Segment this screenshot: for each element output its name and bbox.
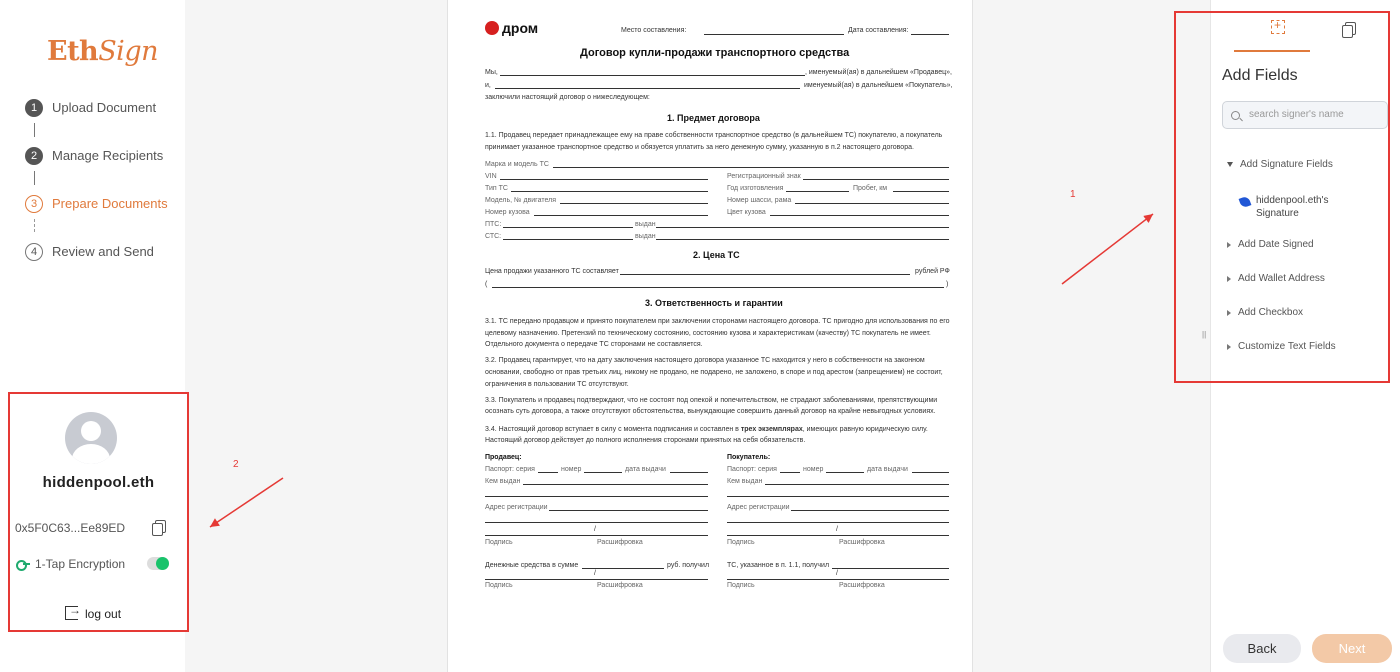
logo-text: Eth xyxy=(47,36,99,67)
doc-text: заключили настоящий договор о нижеследующем: xyxy=(485,94,650,101)
doc-text: 3.2. Продавец гарантирует, что на дату заключения настоящего договора указанное ТС находится у него в собственности на законном xyxy=(485,357,925,364)
field-label: Расшифровка xyxy=(597,582,643,589)
field-label: Регистрационный знак xyxy=(727,173,801,180)
resize-handle-icon[interactable]: || xyxy=(1202,330,1207,339)
doc-text: ) xyxy=(946,281,949,288)
doc-text: ТС, указанное в п. 1.1, получил xyxy=(727,562,830,569)
buyer-heading: Покупатель: xyxy=(727,454,771,461)
section-heading: 2. Цена ТС xyxy=(693,250,740,260)
annotation-label: 2 xyxy=(233,459,239,470)
field-label: выдан xyxy=(635,221,656,228)
doc-text: / xyxy=(836,526,838,533)
doc-text: Мы, xyxy=(485,69,498,76)
section-heading: 1. Предмет договора xyxy=(667,113,760,123)
doc-text: / xyxy=(594,526,596,533)
doc-text: / xyxy=(594,570,596,577)
field-label: Расшифровка xyxy=(839,582,885,589)
step-number: 3 xyxy=(25,195,43,213)
profile-name: hiddenpool.eth xyxy=(42,474,155,491)
field-label: Номер кузова xyxy=(485,209,530,216)
field-label: номер xyxy=(561,466,582,473)
doc-text: ограничения в пользовании ТС отсутствуют. xyxy=(485,381,629,388)
field-label: Расшифровка xyxy=(597,539,643,546)
logout-button[interactable]: log out xyxy=(85,607,122,621)
doc-text: Отдельного документа о передаче ТС сторонами не составляется. xyxy=(485,341,703,348)
logo-script: Sign xyxy=(98,36,158,67)
field-label: дата выдачи xyxy=(867,466,908,473)
doc-text: Настоящий договор действует до полного исполнения сторонами принятых на себя обязательств. xyxy=(485,437,806,444)
annotation-arrow-2 xyxy=(210,478,283,527)
doc-title: Договор купли-продажи транспортного средства xyxy=(580,47,850,59)
step-number: 4 xyxy=(25,243,43,261)
step-number: 2 xyxy=(25,147,43,165)
doc-text: руб. получил xyxy=(667,562,710,569)
field-label: Паспорт: серия xyxy=(727,466,777,473)
field-label: Адрес регистрации xyxy=(485,504,548,511)
seller-heading: Продавец: xyxy=(485,454,522,461)
field-label: VIN xyxy=(485,173,497,180)
doc-text: рублей РФ xyxy=(915,268,950,275)
doc-text: и, xyxy=(485,82,491,89)
field-label: Подпись xyxy=(485,539,513,546)
date-label: Дата составления: xyxy=(848,27,909,34)
field-label: Кем выдан xyxy=(485,478,521,485)
field-label: Подпись xyxy=(727,582,755,589)
wallet-address: 0x5F0C63...Ee89ED xyxy=(15,521,126,535)
step-label: Prepare Documents xyxy=(52,196,168,211)
doc-text: Денежные средства в сумме xyxy=(485,562,579,569)
field-label: Add Wallet Address xyxy=(1238,273,1325,284)
field-label: Паспорт: серия xyxy=(485,466,535,473)
section-heading: 3. Ответственность и гарантии xyxy=(645,298,783,308)
doc-text: 3.1. ТС передано продавцом и принято покупателем при заключении сторонами настоящего договора. ТС пригодно для использования по его xyxy=(485,318,950,325)
signature-field-label: hiddenpool.eth's Signature xyxy=(1256,195,1329,219)
field-label: Add Date Signed xyxy=(1238,239,1314,250)
doc-text: / xyxy=(836,570,838,577)
field-label: Add Checkbox xyxy=(1238,307,1304,318)
field-label: Customize Text Fields xyxy=(1238,341,1336,352)
doc-text: ( xyxy=(485,281,488,288)
step-number: 1 xyxy=(25,99,43,117)
brand-text: дром xyxy=(502,20,539,36)
field-label: Подпись xyxy=(727,539,755,546)
field-label: СТС: xyxy=(485,233,502,240)
doc-text: осознать суть договора, а также отсутствуют обстоятельства, вынуждающие совершить данный договор на крайне невыгодных условиях. xyxy=(485,408,936,415)
step-label: Manage Recipients xyxy=(52,148,164,163)
doc-text: целевому назначению. Претензий по техническому состоянию, состоянию кузова и характеристикам (качеству) ТС покупатель не имеет. xyxy=(485,330,931,337)
place-label: Место составления: xyxy=(621,27,687,34)
field-label: Пробег, км xyxy=(853,185,888,192)
field-label: Подпись xyxy=(485,582,513,589)
field-label: Марка и модель ТС xyxy=(485,161,549,168)
field-label: Адрес регистрации xyxy=(727,504,790,511)
doc-text: принимает указанное транспортное средство и обязуется уплатить за него денежную сумму, указанную в п.2 настоящего договора. xyxy=(485,144,914,151)
field-label: Кем выдан xyxy=(727,478,763,485)
annotation-label: 1 xyxy=(1070,189,1076,200)
field-label: Add Signature Fields xyxy=(1240,159,1333,170)
doc-text: Цена продажи указанного ТС составляет xyxy=(485,268,619,275)
field-label: Расшифровка xyxy=(839,539,885,546)
encryption-label: 1-Tap Encryption xyxy=(35,557,126,571)
step-label: Review and Send xyxy=(52,244,154,259)
field-label: Тип ТС xyxy=(485,185,508,192)
doc-text: , имеющих равную юридическую силу. xyxy=(802,426,928,433)
back-button[interactable]: Back xyxy=(1223,634,1301,663)
field-label: ПТС: xyxy=(485,221,502,228)
doc-bold: трех экземплярах xyxy=(740,426,803,433)
field-label: дата выдачи xyxy=(625,466,666,473)
field-label: номер xyxy=(803,466,824,473)
field-label: Номер шасси, рама xyxy=(727,197,792,204)
doc-text: , именуемый(ая) в дальнейшем «Продавец», xyxy=(805,69,952,76)
field-label: Цвет кузова xyxy=(727,209,766,216)
doc-text: именуемый(ая) в дальнейшем «Покупатель», xyxy=(804,82,953,89)
next-button[interactable]: Next xyxy=(1312,634,1392,663)
field-label: Модель, № двигателя xyxy=(485,197,556,204)
doc-text: основании, свободно от прав третьих лиц, никому не продано, не подарено, не заложено, в споре и под арестом (запрещением) не состоит, xyxy=(485,369,943,376)
doc-text: 3.3. Покупатель и продавец подтверждают, что не состоят под опекой и попечительством, не страдают заболеваниями, препятствующими xyxy=(485,397,938,404)
step-label: Upload Document xyxy=(52,100,157,115)
doc-text: 1.1. Продавец передает принадлежащее ему на праве собственности транспортное средство (в дальнейшем ТС) покупателю, а покупатель xyxy=(485,132,943,139)
annotation-arrow-1 xyxy=(1062,214,1153,284)
doc-text: 3.4. Настоящий договор вступает в силу с момента подписания и составлен в xyxy=(485,426,741,433)
field-label: выдан xyxy=(635,233,656,240)
field-label: Год изготовления xyxy=(727,185,784,192)
panel-title: Add Fields xyxy=(1222,67,1298,84)
